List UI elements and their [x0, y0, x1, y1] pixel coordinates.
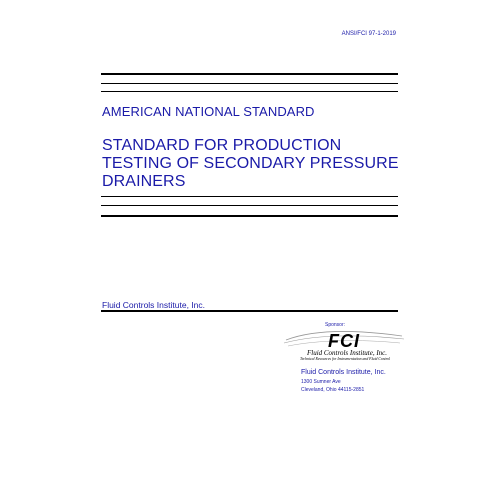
bottom-rule-thick: [101, 215, 398, 217]
title-line-1: STANDARD FOR PRODUCTION: [102, 137, 342, 154]
top-rule-thin: [101, 83, 398, 84]
logo-organization-name: Fluid Controls Institute, Inc.: [306, 349, 388, 357]
document-title: [102, 137, 399, 191]
top-rule-thick: [101, 73, 398, 75]
document-id: ANSI/FCI 97-1-2019: [341, 31, 396, 37]
fci-logo-letters: FCI: [328, 331, 360, 351]
logo-tagline: Technical Resources for Instrumentation and Fluid Control: [299, 357, 391, 361]
title-line-3: DRAINERS: [102, 173, 186, 190]
standard-kicker: AMERICAN NATIONAL STANDARD: [102, 104, 315, 119]
title-line-2: TESTING OF SECONDARY PRESSURE: [102, 155, 399, 172]
bottom-rule-thin: [101, 196, 398, 197]
address-city: Cleveland, Ohio 44115-2851: [301, 387, 365, 393]
publisher-rule: [101, 310, 398, 312]
bottom-rule-thin-2: [101, 205, 398, 206]
sponsor-label: Sponsor:: [325, 322, 346, 328]
address-street: 1300 Sumner Ave: [301, 379, 341, 385]
address-organization: Fluid Controls Institute, Inc.: [301, 369, 386, 376]
publisher-name: Fluid Controls Institute, Inc.: [102, 300, 205, 310]
top-rule-thin-2: [101, 91, 398, 92]
